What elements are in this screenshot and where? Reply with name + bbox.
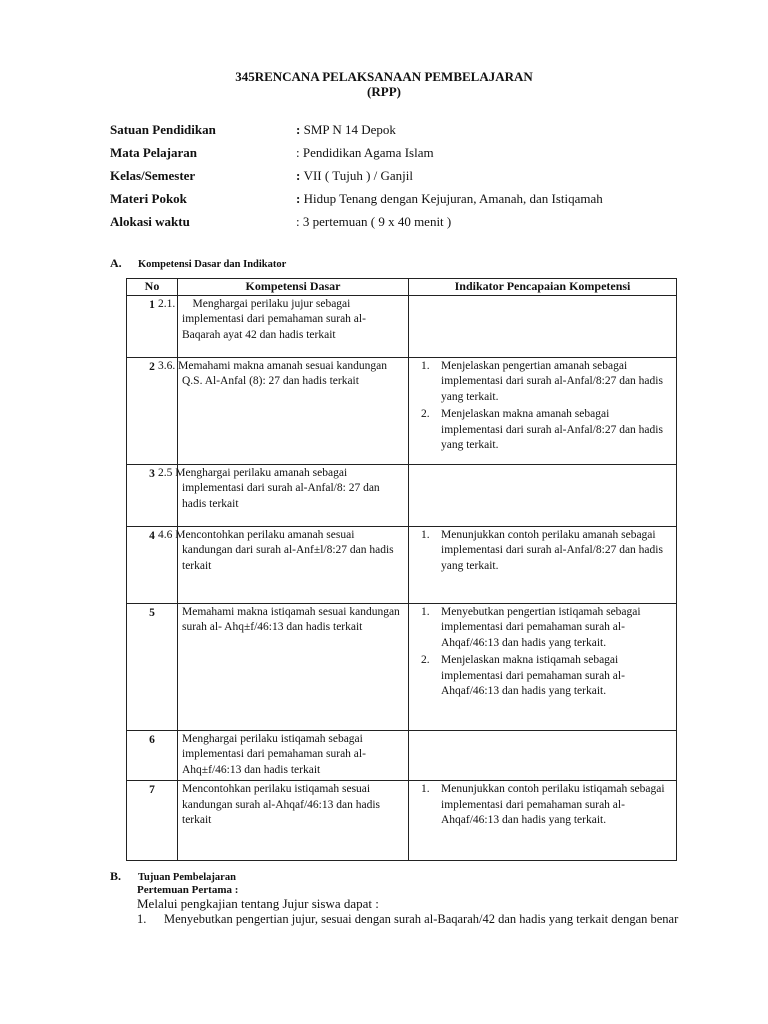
- row-number: 3: [127, 464, 178, 526]
- row-number: 6: [127, 730, 178, 781]
- identity-row: [110, 122, 670, 145]
- indicator-cell: [409, 526, 677, 603]
- identity-value: : 3 pertemuan ( 9 x 40 menit ): [296, 214, 452, 229]
- identity-block: [110, 122, 670, 237]
- section-letter: A.: [110, 256, 122, 270]
- table-row: [127, 295, 677, 357]
- kd-cell: Menghargai perilaku istiqamah sebagai implementasi dari pemahaman surah al- Ahq±f/46:13 dan hadis terkait: [178, 730, 409, 781]
- identity-label: Satuan Pendidikan: [110, 122, 216, 137]
- kd-cell: 3.6. Memahami makna amanah sesuai kandungan Q.S. Al-Anfal (8): 27 dan hadis terkait: [178, 357, 409, 464]
- identity-row: [110, 214, 670, 237]
- identity-value: : Pendidikan Agama Islam: [296, 145, 434, 160]
- table-row: [127, 730, 677, 781]
- indicator-item: 1. Menjelaskan pengertian amanah sebagai implementasi dari surah al-Anfal/8:27 dan hadis yang terkait.: [421, 359, 663, 403]
- indicator-item: 1. Menunjukkan contoh perilaku istiqamah sebagai implementasi dari pemahaman surah al- Ahqaf/46:13 dan hadis yang terkait.: [421, 783, 665, 826]
- table-header-row: [127, 279, 677, 296]
- section-b-heading: [110, 869, 680, 884]
- indicator-item: 1. Menyebutkan pengertian istiqamah sebagai implementasi dari pemahaman surah al- Ahqaf/46:13 dan hadis yang terkait.: [421, 605, 641, 649]
- table-row: [127, 357, 677, 464]
- kd-cell: Memahami makna istiqamah sesuai kandungan surah al- Ahq±f/46:13 dan hadis terkait: [178, 603, 409, 730]
- section-letter: B.: [110, 869, 122, 883]
- row-number: 2: [127, 357, 178, 464]
- section-title: Tujuan Pembelajaran: [138, 872, 236, 883]
- section-title: Kompetensi Dasar dan Indikator: [138, 259, 287, 270]
- document-subtitle: (RPP): [367, 84, 401, 99]
- indicator-item: 2. Menjelaskan makna istiqamah sebagai implementasi dari pemahaman surah al-Ahqaf/46:13 dan hadis yang terkait.: [421, 654, 625, 697]
- section-b: [110, 869, 680, 927]
- identity-row: [110, 191, 670, 214]
- header-indikator: Indikator Pencapaian Kompetensi: [409, 279, 677, 296]
- row-number: 4: [127, 526, 178, 603]
- identity-value: : SMP N 14 Depok: [296, 122, 396, 137]
- row-number: 7: [127, 781, 178, 861]
- meeting-subtitle: Pertemuan Pertama :: [137, 884, 239, 896]
- identity-row: [110, 168, 670, 191]
- indicator-cell: [409, 295, 677, 357]
- identity-row: [110, 145, 670, 168]
- kd-cell: 2.1. Menghargai perilaku jujur sebagai implementasi dari pemahaman surah al- Baqarah ayat 42 dan hadis terkait: [178, 295, 409, 357]
- indicator-cell: [409, 730, 677, 781]
- kd-cell: 4.6 Mencontohkan perilaku amanah sesuai kandungan dari surah al-Anf±l/8:27 dan hadis terkait: [178, 526, 409, 603]
- objective-item: 1. Menyebutkan pengertian jujur, sesuai dengan surah al-Baqarah/42 dan hadis yang terkait dengan benar: [137, 912, 679, 926]
- indicator-cell: [409, 357, 677, 464]
- row-number: 5: [127, 603, 178, 730]
- identity-label: Materi Pokok: [110, 191, 187, 206]
- header-no: No: [127, 279, 178, 296]
- header-kompetensi-dasar: Kompetensi Dasar: [178, 279, 409, 296]
- indicator-item: 2. Menjelaskan makna amanah sebagai implementasi dari surah al-Anfal/8:27 dan hadis yang terkait.: [421, 408, 663, 451]
- competency-table: [126, 278, 677, 861]
- indicator-cell: [409, 464, 677, 526]
- table-row: [127, 526, 677, 603]
- identity-value: : Hidup Tenang dengan Kejujuran, Amanah, dan Istiqamah: [296, 191, 603, 206]
- identity-value: : VII ( Tujuh ) / Ganjil: [296, 168, 414, 183]
- kd-cell: 2.5 Menghargai perilaku amanah sebagai implementasi dari surah al-Anfal/8: 27 dan hadis terkait: [178, 464, 409, 526]
- table-row: [127, 781, 677, 861]
- document-title: 345RENCANA PELAKSANAAN PEMBELAJARAN: [235, 69, 533, 84]
- indicator-cell: [409, 603, 677, 730]
- table-row: [127, 464, 677, 526]
- kd-cell: Mencontohkan perilaku istiqamah sesuai kandungan surah al-Ahqaf/46:13 dan hadis terkait: [178, 781, 409, 861]
- indicator-cell: [409, 781, 677, 861]
- identity-label: Kelas/Semester: [110, 168, 196, 183]
- identity-label: Mata Pelajaran: [110, 145, 198, 160]
- table-row: [127, 603, 677, 730]
- identity-label: Alokasi waktu: [110, 214, 190, 229]
- row-number: 1: [127, 295, 178, 357]
- indicator-item: 1. Menunjukkan contoh perilaku amanah sebagai implementasi dari surah al-Anfal/8:27 dan hadis yang terkait.: [421, 528, 663, 572]
- objective-intro: Melalui pengkajian tentang Jujur siswa dapat :: [137, 896, 379, 911]
- section-a-heading: [110, 256, 286, 271]
